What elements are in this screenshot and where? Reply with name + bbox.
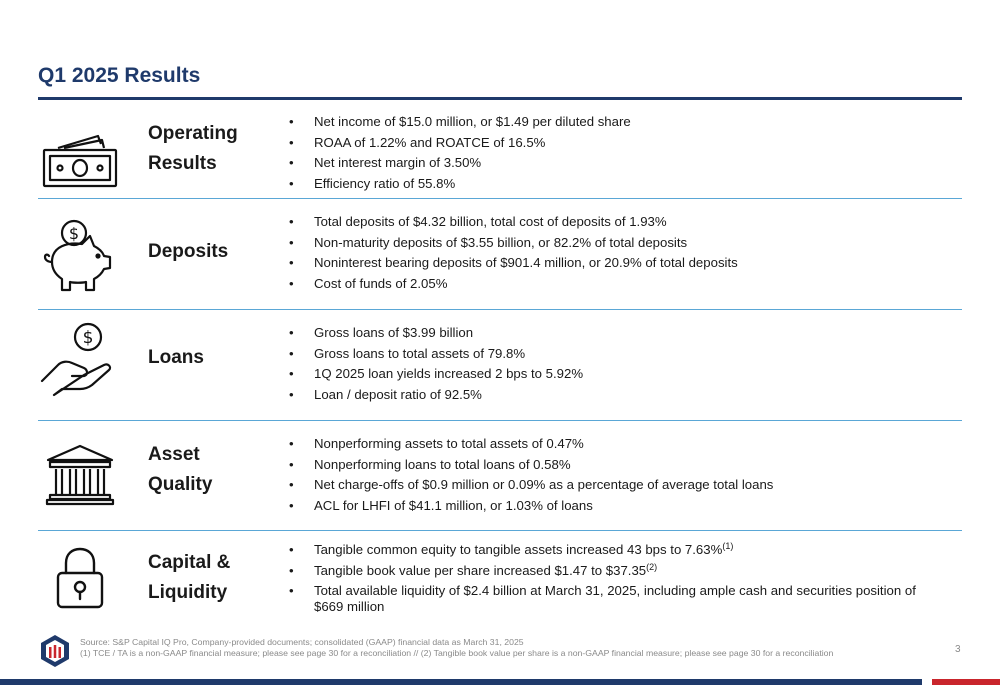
section-loans xyxy=(38,323,962,409)
section-capital-liquidity xyxy=(38,540,962,626)
bullet-list xyxy=(286,540,926,615)
section-deposits xyxy=(38,212,962,298)
svg-text:$: $ xyxy=(82,328,94,348)
padlock-icon xyxy=(38,536,122,620)
bank-building-icon xyxy=(38,432,122,516)
svg-text:$: $ xyxy=(68,224,80,243)
list-item: • Nonperforming assets to total assets of 0.47% xyxy=(289,436,584,451)
list-item: • Total available liquidity of $2.4 billion at March 31, 2025, including ample cash and securities position of $669 million xyxy=(289,583,916,615)
section-divider xyxy=(38,530,962,531)
footer-bar-blue xyxy=(0,679,922,685)
section-label: Asset Quality xyxy=(148,444,213,495)
list-item: • ROAA of 1.22% and ROATCE of 16.5% xyxy=(289,134,546,150)
hand-coin-icon xyxy=(38,319,122,403)
section-asset-quality xyxy=(38,434,962,520)
list-item: • Loan / deposit ratio of 92.5% xyxy=(289,387,482,403)
section-divider xyxy=(38,198,962,199)
piggy-bank-icon xyxy=(38,214,122,298)
bullet-list xyxy=(286,323,926,406)
list-item: • Nonperforming loans to total loans of 0.58% xyxy=(289,456,571,472)
section-divider xyxy=(38,309,962,310)
company-logo xyxy=(40,634,70,668)
bullet-list xyxy=(286,434,926,517)
list-item: • Tangible book value per share increased $1.47 to $37.35$^{(2)}$ xyxy=(289,561,658,578)
list-item: • Net interest margin of 3.50% xyxy=(289,155,482,171)
page-number: 3 xyxy=(955,644,961,655)
list-item: • Net income of $15.0 million, or $1.49 per diluted share xyxy=(289,114,631,129)
footnote-ref: (1) xyxy=(722,541,734,551)
footnote-text: (1) TCE / TA is a non-GAAP financial measure; please see page 30 for a reconciliation // (2) Tangible book value per share is a non-GAAP financial measure; please see page 30 for a reconciliation xyxy=(80,647,834,658)
list-item: • Net charge-offs of $0.9 million or 0.09% as a percentage of average total loans xyxy=(289,477,774,493)
section-label: Operating Results xyxy=(148,123,238,174)
bullet-list xyxy=(286,212,926,295)
list-item: • 1Q 2025 loan yields increased 2 bps to 5.92% xyxy=(289,366,584,382)
title-underline xyxy=(38,97,962,100)
list-item: • Tangible common equity to tangible assets increased 43 bps to 7.63%$^{(1)}$ xyxy=(289,541,734,557)
section-label: Deposits xyxy=(148,241,229,262)
section-divider xyxy=(38,420,962,421)
footer-bar-red xyxy=(932,679,1000,685)
section-label: Capital & Liquidity xyxy=(148,552,231,603)
section-operating-results xyxy=(38,112,962,198)
list-item: • Efficiency ratio of 55.8% xyxy=(289,176,456,192)
footnotes xyxy=(80,637,900,658)
cash-icon xyxy=(38,120,122,204)
footnote-ref: (2) xyxy=(646,561,658,572)
list-item: • Cost of funds of 2.05% xyxy=(289,276,448,292)
page-title: Q1 2025 Results xyxy=(38,64,201,87)
list-item: • Gross loans of $3.99 billion xyxy=(289,325,474,340)
list-item: • Non-maturity deposits of $3.55 billion, or 82.2% of total deposits xyxy=(289,234,688,250)
bullet-list xyxy=(286,112,926,195)
list-item: • Gross loans to total assets of 79.8% xyxy=(289,345,526,361)
list-item: • Total deposits of $4.32 billion, total cost of deposits of 1.93% xyxy=(289,214,667,229)
section-label: Loans xyxy=(148,347,204,368)
list-item: • Noninterest bearing deposits of $901.4 million, or 20.9% of total deposits xyxy=(289,255,738,271)
source-note: Source: S&P Capital IQ Pro, Company-provided documents; consolidated (GAAP) financial data as March 31, 2025 xyxy=(80,637,524,647)
list-item: • ACL for LHFI of $41.1 million, or 1.03% of loans xyxy=(289,498,593,514)
